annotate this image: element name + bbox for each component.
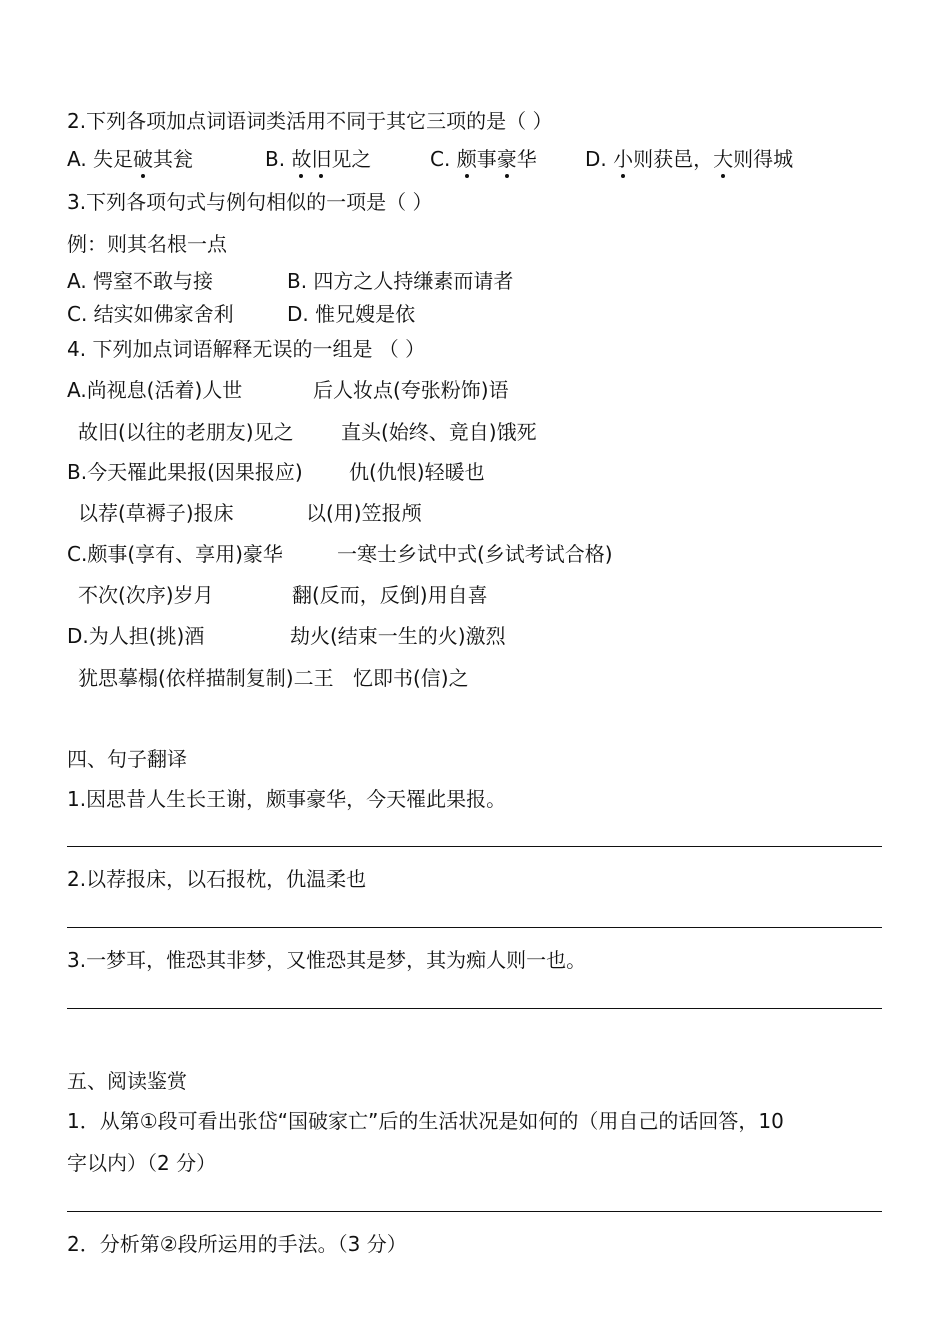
q4-item: D.为人担(挑)酒: [67, 624, 205, 648]
q4-item: 犹思摹榻(依样描制复制)二王: [78, 666, 334, 690]
q4-item: 劫火(结束一生的火)激烈: [290, 624, 506, 648]
q3-example: 例：则其名根一点: [67, 232, 227, 256]
q3-option-b: B. 四方之人持缣素而请者: [287, 269, 514, 293]
q2-option-a: A. 失足破其瓮: [67, 147, 194, 171]
q2-option-c: C. 颇事豪华: [430, 147, 537, 171]
answer-line: [67, 1211, 882, 1212]
q4-item: 故旧(以往的老朋友)见之: [78, 420, 294, 444]
q2-stem: 2.下列各项加点词语词类活用不同于其它三项的是（ ）: [67, 109, 553, 133]
reading-q2: 2．分析第②段所运用的手法。（3 分）: [67, 1232, 407, 1256]
translation-item-1: 1.因思昔人生长王谢，颇事豪华，今天罹此果报。: [67, 787, 507, 811]
translation-item-3: 3.一梦耳，惟恐其非梦，又惟恐其是梦，其为痴人则一也。: [67, 948, 587, 972]
q4-row-a2: [78, 419, 537, 445]
q3-options-row2: [67, 301, 415, 327]
q4-item: 一寒士乡试中式(乡试考试合格): [337, 542, 613, 566]
q4-row-c2: [78, 582, 488, 608]
translation-item-2: 2.以荐报床，以石报枕，仇温柔也: [67, 867, 367, 891]
q4-item: 直头(始终、竟自)饿死: [341, 420, 537, 444]
q4-row-b2: [78, 500, 422, 526]
q3-option-a: A. 愕窒不敢与接: [67, 269, 214, 293]
q4-row-a1: [67, 377, 509, 403]
q2-option-b: B. 故旧见之: [265, 147, 372, 171]
q2-option-d: D. 小则获邑，大则得城: [585, 147, 794, 171]
q4-item: B.今天罹此果报(因果报应): [67, 460, 303, 484]
q4-item: 忆即书(信)之: [353, 666, 469, 690]
q3-stem: 3.下列各项句式与例句相似的一项是（ ）: [67, 190, 433, 214]
q4-stem: 4. 下列加点词语解释无误的一组是 （ ）: [67, 337, 426, 361]
q4-item: C.颇事(享有、享用)豪华: [67, 542, 283, 566]
dotted-char: 破: [133, 147, 154, 171]
section-title-translation: 四、句子翻译: [67, 747, 187, 771]
q3-option-d: D. 惟兄嫂是依: [287, 302, 416, 326]
q3-options-row1: [67, 268, 513, 294]
section-title-reading: 五、阅读鉴赏: [67, 1069, 187, 1093]
q2-options: [67, 146, 793, 172]
q3-option-c: C. 结实如佛家舍利: [67, 302, 234, 326]
q4-item: 后人妆点(夸张粉饰)语: [313, 378, 509, 402]
dotted-char: 大: [713, 147, 734, 171]
dotted-char: 小: [613, 147, 634, 171]
q4-row-d2: [78, 665, 469, 691]
dotted-char: 故: [291, 147, 312, 171]
answer-line: [67, 927, 882, 928]
q4-item: 仇(仇恨)轻暖也: [349, 460, 485, 484]
q4-row-d1: [67, 623, 506, 649]
q4-item: A.尚视息(活着)人世: [67, 378, 243, 402]
reading-q1-line2: 字以内）（2 分）: [67, 1151, 217, 1175]
q4-item: 不次(次序)岁月: [78, 583, 214, 607]
dotted-char: 颇: [456, 147, 477, 171]
dotted-char: 旧: [311, 147, 332, 171]
q4-row-c1: [67, 541, 613, 567]
answer-line: [67, 1008, 882, 1009]
reading-q1-line1: 1．从第①段可看出张岱“国破家亡”后的生活状况是如何的（用自己的话回答，10: [67, 1109, 784, 1133]
q4-row-b1: [67, 459, 485, 485]
q4-item: 翻(反而，反倒)用自喜: [292, 583, 488, 607]
q4-item: 以(用)笠报颅: [306, 501, 422, 525]
q4-item: 以荐(草褥子)报床: [78, 501, 234, 525]
dotted-char: 豪: [496, 147, 517, 171]
answer-line: [67, 846, 882, 847]
